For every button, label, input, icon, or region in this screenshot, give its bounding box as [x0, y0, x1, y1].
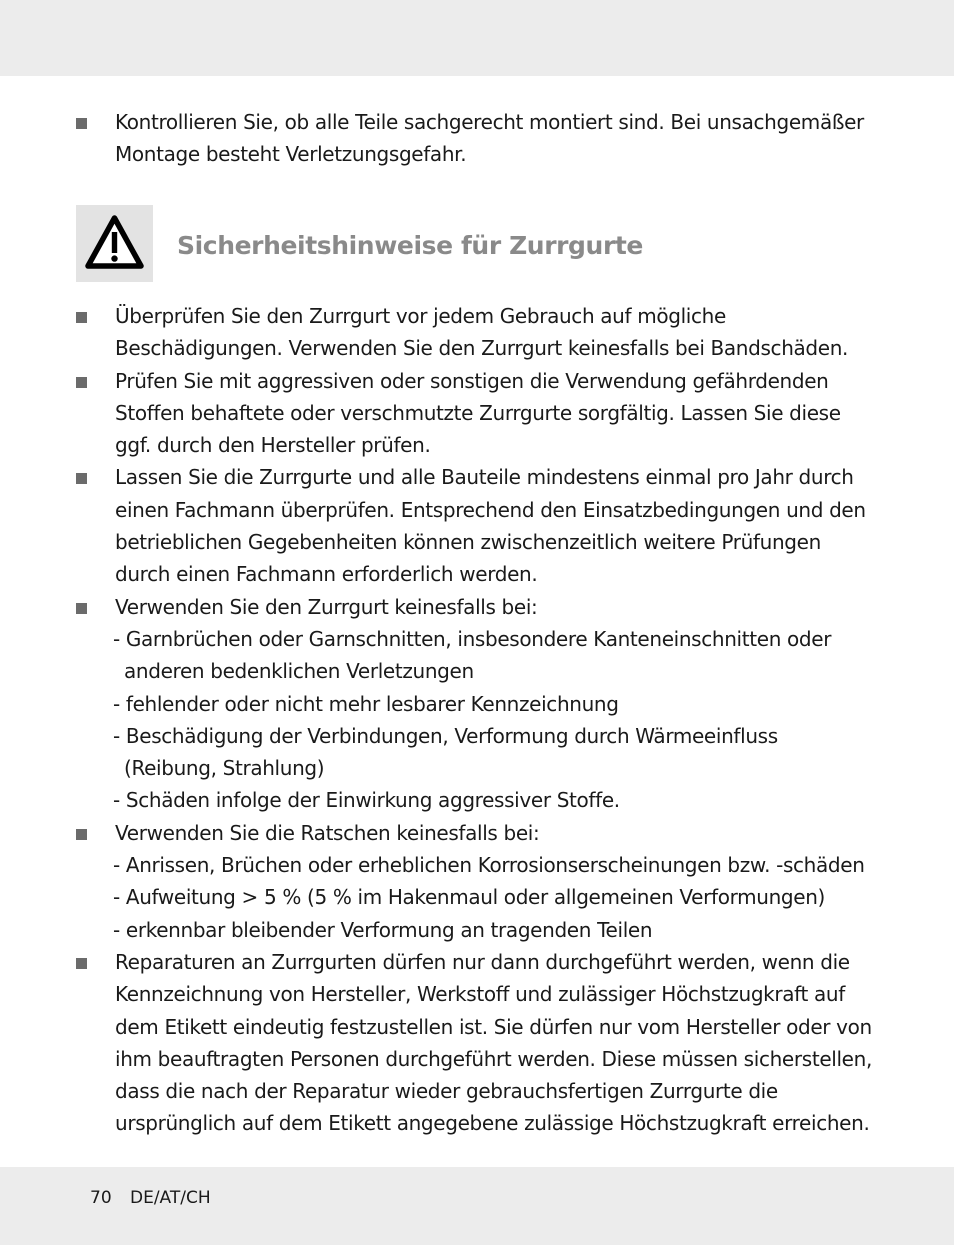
- sub-list-item: - Schäden infolge der Einwirkung aggressiver Stoffe.: [113, 788, 620, 813]
- warning-triangle-icon: [76, 205, 153, 282]
- square-bullet-icon: [76, 312, 87, 323]
- square-bullet-icon: [76, 473, 87, 484]
- square-bullet-icon: [76, 118, 87, 129]
- list-item: [76, 817, 876, 849]
- section-title: Sicherheitshinweise für Zurrgurte: [177, 231, 643, 260]
- sub-list-item: - Aufweitung > 5 % (5 % im Hakenmaul oder allgemeinen Verformungen): [113, 885, 825, 910]
- list-item: [76, 591, 876, 623]
- list-item: [76, 946, 876, 1140]
- page-locale: DE/AT/CH: [130, 1188, 211, 1208]
- list-item-text: Lassen Sie die Zurrgurte und alle Bauteile mindestens einmal pro Jahr durch einen Fachmann überprüfen. Entsprechend den Einsatzbedingungen und den betrieblichen Gegebenheiten können zwischenzeitlich weitere Prüfungen durch einen Fachmann erforderlich werden.: [115, 465, 866, 587]
- square-bullet-icon: [76, 603, 87, 614]
- sub-list-item: - Beschädigung der Verbindungen, Verformung durch Wärmeeinfluss (Reibung, Strahlung): [113, 723, 778, 781]
- sub-list-item: - Anrissen, Brüchen oder erheblichen Korrosionserscheinungen bzw. -schäden: [113, 853, 865, 878]
- page-number: 70: [90, 1188, 112, 1208]
- square-bullet-icon: [76, 958, 87, 969]
- list-item-text: Verwenden Sie den Zurrgurt keinesfalls bei:: [115, 594, 538, 619]
- square-bullet-icon: [76, 829, 87, 840]
- list-item-text: Überprüfen Sie den Zurrgurt vor jedem Gebrauch auf mögliche Beschädigungen. Verwenden Sie den Zurrgurt keinesfalls bei Bandschäden.: [115, 304, 849, 361]
- sub-list-item: - Garnbrüchen oder Garnschnitten, insbesondere Kanteneinschnitten oder anderen bedenklichen Verletzungen: [113, 626, 832, 684]
- sub-list-item: - erkennbar bleibender Verformung an tragenden Teilen: [113, 917, 653, 942]
- list-item: [76, 300, 876, 365]
- list-item: [76, 365, 876, 462]
- list-item-text: Verwenden Sie die Ratschen keinesfalls bei:: [115, 820, 540, 845]
- sub-list-item: - fehlender oder nicht mehr lesbarer Kennzeichnung: [113, 691, 619, 716]
- safety-list: [76, 300, 876, 1140]
- list-item: [76, 106, 876, 171]
- list-item-text: Prüfen Sie mit aggressiven oder sonstigen die Verwendung gefährdenden Stoffen behaftete oder verschmutzte Zurrgurte sorgfältig. Lassen Sie diese ggf. durch den Hersteller prüfen.: [115, 368, 841, 458]
- list-item-text: Reparaturen an Zurrgurten dürfen nur dann durchgeführt werden, wenn die Kennzeichnung von Hersteller, Werkstoff und zulässiger Höchstzugkraft auf dem Etikett eindeutig festzustellen ist. Sie dürfen nur vom Hersteller oder von ihm beauftragten Personen durchgeführt werden. Diese müssen sicherstellen, dass die nach der Reparatur wieder gebrauchsfertigen Zurrgurte die ursprünglich auf dem Etikett angegebene zulässige Höchstzugkraft erreichen.: [115, 949, 872, 1136]
- list-item-text: Kontrollieren Sie, ob alle Teile sachgerecht montiert sind. Bei unsachgemäßer Montage besteht Verletzungsgefahr.: [115, 110, 864, 167]
- square-bullet-icon: [76, 377, 87, 388]
- intro-block: [76, 106, 876, 171]
- list-item: [76, 461, 876, 590]
- section-heading: [76, 205, 876, 282]
- header-band: [0, 0, 954, 76]
